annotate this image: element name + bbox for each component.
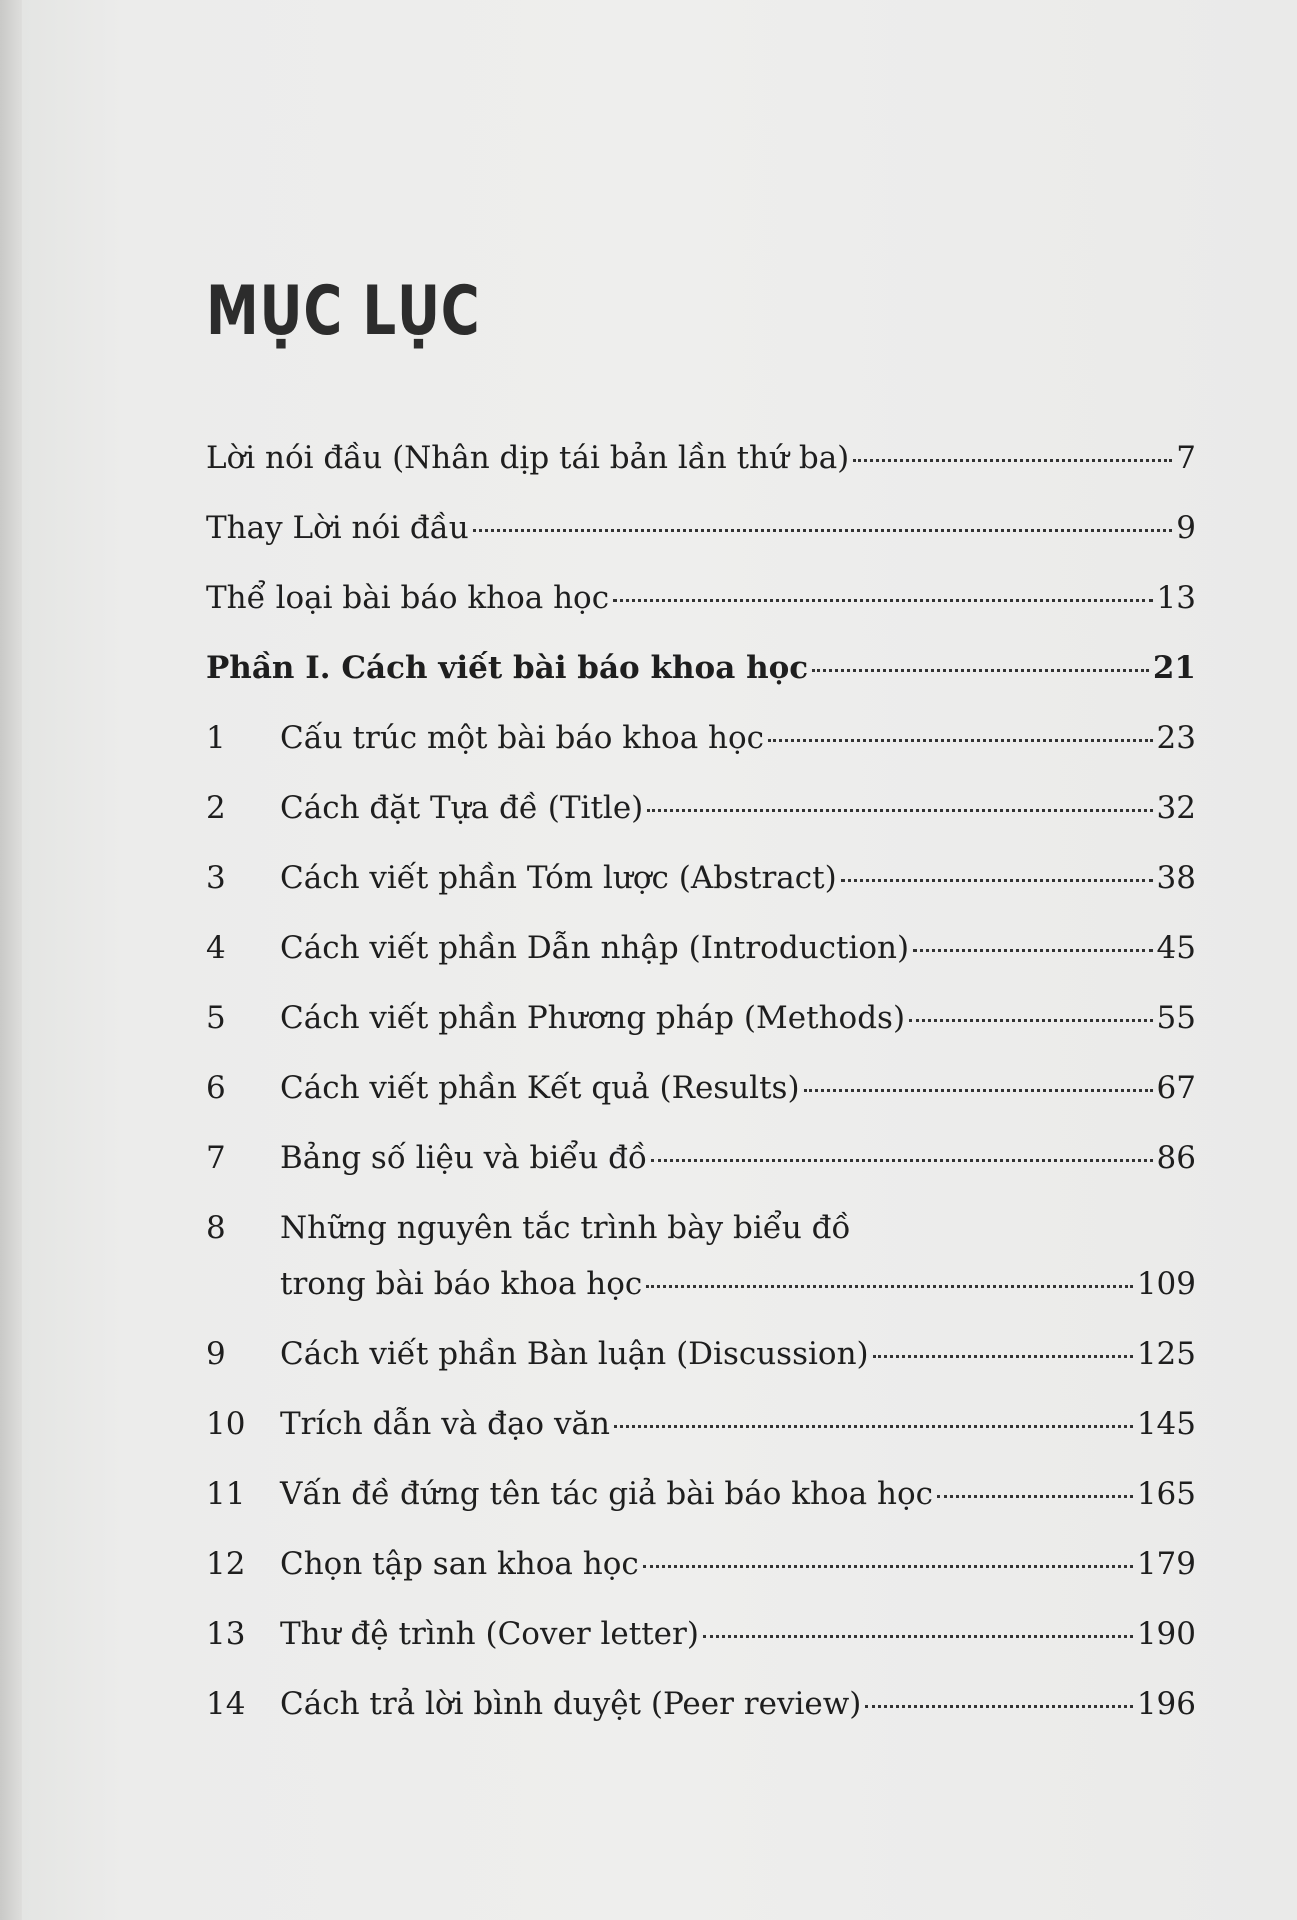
chapter-number: 4 (206, 930, 226, 966)
toc-entry-page: 86 (1156, 1140, 1196, 1176)
toc-chapter-7 (206, 1140, 1196, 1210)
toc-entry-label: Cách viết phần Bàn luận (Discussion) (280, 1336, 869, 1372)
toc-chapter-5 (206, 1000, 1196, 1070)
toc-entry-body (206, 650, 1196, 686)
toc-entry-label: Lời nói đầu (Nhân dịp tái bản lần thứ ba) (206, 440, 850, 476)
table-of-contents (206, 440, 1196, 1756)
toc-entry-body (280, 1616, 1196, 1652)
toc-entry-page: 109 (1136, 1266, 1196, 1302)
toc-entry-label: Thể loại bài báo khoa học (206, 580, 610, 616)
toc-entry-label: Vấn đề đứng tên tác giả bài báo khoa học (280, 1476, 933, 1512)
toc-entry-label: Bảng số liệu và biểu đồ (280, 1140, 647, 1176)
toc-entry-preface-third-edition (206, 440, 1196, 510)
toc-entry-body (206, 440, 1196, 476)
toc-entry-page: 125 (1136, 1336, 1196, 1372)
dot-leader (473, 529, 1173, 532)
dot-leader (812, 669, 1149, 672)
dot-leader (865, 1705, 1132, 1708)
toc-chapter-3 (206, 860, 1196, 930)
toc-entry-label: Trích dẫn và đạo văn (280, 1406, 610, 1442)
toc-entry-label: Cách trả lời bình duyệt (Peer review) (280, 1686, 862, 1722)
toc-entry-label-continued: trong bài báo khoa học (280, 1266, 643, 1302)
toc-entry-label: Thư đệ trình (Cover letter) (280, 1616, 699, 1652)
toc-entry-body (280, 930, 1196, 966)
toc-chapter-6 (206, 1070, 1196, 1140)
chapter-number: 7 (206, 1140, 226, 1176)
toc-entry-body (280, 790, 1196, 826)
toc-entry-page: 55 (1156, 1000, 1196, 1036)
toc-entry-page: 38 (1156, 860, 1196, 896)
toc-entry-body (280, 1476, 1196, 1512)
toc-entry-body (280, 860, 1196, 896)
toc-entry-page: 165 (1136, 1476, 1196, 1512)
toc-entry-page: 179 (1136, 1546, 1196, 1582)
chapter-number: 10 (206, 1406, 246, 1442)
toc-chapter-14 (206, 1686, 1196, 1756)
dot-leader (646, 1285, 1133, 1288)
chapter-number: 11 (206, 1476, 246, 1512)
toc-entry-label: Những nguyên tắc trình bày biểu đồ (280, 1210, 851, 1246)
toc-entry-body (280, 1140, 1196, 1176)
toc-entry-label: Cấu trúc một bài báo khoa học (280, 720, 765, 756)
toc-entry-page: 45 (1156, 930, 1196, 966)
chapter-number: 2 (206, 790, 226, 826)
chapter-number: 12 (206, 1546, 246, 1582)
toc-entry-body (280, 1546, 1196, 1582)
toc-entry-label: Cách viết phần Dẫn nhập (Introduction) (280, 930, 910, 966)
toc-entry-foreword (206, 510, 1196, 580)
toc-entry-continuation (280, 1266, 1196, 1302)
toc-entry-body (206, 580, 1196, 616)
toc-chapter-1 (206, 720, 1196, 790)
toc-entry-page: 13 (1156, 580, 1196, 616)
toc-entry-page: 23 (1156, 720, 1196, 756)
toc-chapter-13 (206, 1616, 1196, 1686)
chapter-number: 8 (206, 1210, 226, 1246)
dot-leader (613, 599, 1152, 602)
dot-leader (804, 1089, 1153, 1092)
chapter-number: 13 (206, 1616, 246, 1652)
toc-chapter-8 (206, 1210, 1196, 1336)
page-title: MỤC LỤC (206, 272, 481, 351)
toc-entry-label: Thay Lời nói đầu (206, 510, 469, 546)
chapter-number: 1 (206, 720, 226, 756)
dot-leader (703, 1635, 1133, 1638)
toc-entry-body (280, 1210, 1196, 1302)
dot-leader (873, 1355, 1133, 1358)
toc-entry-page: 7 (1176, 440, 1196, 476)
toc-chapter-4 (206, 930, 1196, 1000)
toc-chapter-9 (206, 1336, 1196, 1406)
dot-leader (841, 879, 1153, 882)
chapter-number: 14 (206, 1686, 246, 1722)
toc-entry-page: 9 (1176, 510, 1196, 546)
toc-entry-page: 21 (1152, 650, 1196, 686)
toc-chapter-10 (206, 1406, 1196, 1476)
chapter-number: 3 (206, 860, 226, 896)
toc-entry-body (280, 1000, 1196, 1036)
toc-entry-page: 190 (1136, 1616, 1196, 1652)
toc-part-heading (206, 650, 1196, 720)
dot-leader (913, 949, 1152, 952)
chapter-number: 6 (206, 1070, 226, 1106)
dot-leader (651, 1159, 1153, 1162)
book-page (22, 0, 1297, 1920)
toc-entry-body (280, 1336, 1196, 1372)
dot-leader (614, 1425, 1133, 1428)
dot-leader (853, 459, 1172, 462)
toc-entry-article-types (206, 580, 1196, 650)
toc-entry-page: 145 (1136, 1406, 1196, 1442)
toc-chapter-12 (206, 1546, 1196, 1616)
toc-entry-label: Cách đặt Tựa đề (Title) (280, 790, 644, 826)
toc-entry-body (280, 1406, 1196, 1442)
toc-entry-body (280, 720, 1196, 756)
toc-entry-page: 196 (1136, 1686, 1196, 1722)
toc-entry-label: Cách viết phần Phương pháp (Methods) (280, 1000, 906, 1036)
toc-entry-page: 67 (1156, 1070, 1196, 1106)
toc-entry-body (206, 510, 1196, 546)
toc-entry-body (280, 1070, 1196, 1106)
dot-leader (768, 739, 1153, 742)
chapter-number: 9 (206, 1336, 226, 1372)
toc-entry-label: Phần I. Cách viết bài báo khoa học (206, 650, 809, 686)
toc-entry-label: Cách viết phần Kết quả (Results) (280, 1070, 800, 1106)
dot-leader (909, 1019, 1153, 1022)
dot-leader (643, 1565, 1133, 1568)
chapter-number: 5 (206, 1000, 226, 1036)
toc-entry-page: 32 (1156, 790, 1196, 826)
page-spine-edge (0, 0, 22, 1920)
toc-entry-label: Cách viết phần Tóm lược (Abstract) (280, 860, 837, 896)
dot-leader (647, 809, 1152, 812)
toc-entry-body (280, 1686, 1196, 1722)
dot-leader (937, 1495, 1133, 1498)
toc-chapter-2 (206, 790, 1196, 860)
toc-chapter-11 (206, 1476, 1196, 1546)
toc-entry-label: Chọn tập san khoa học (280, 1546, 639, 1582)
